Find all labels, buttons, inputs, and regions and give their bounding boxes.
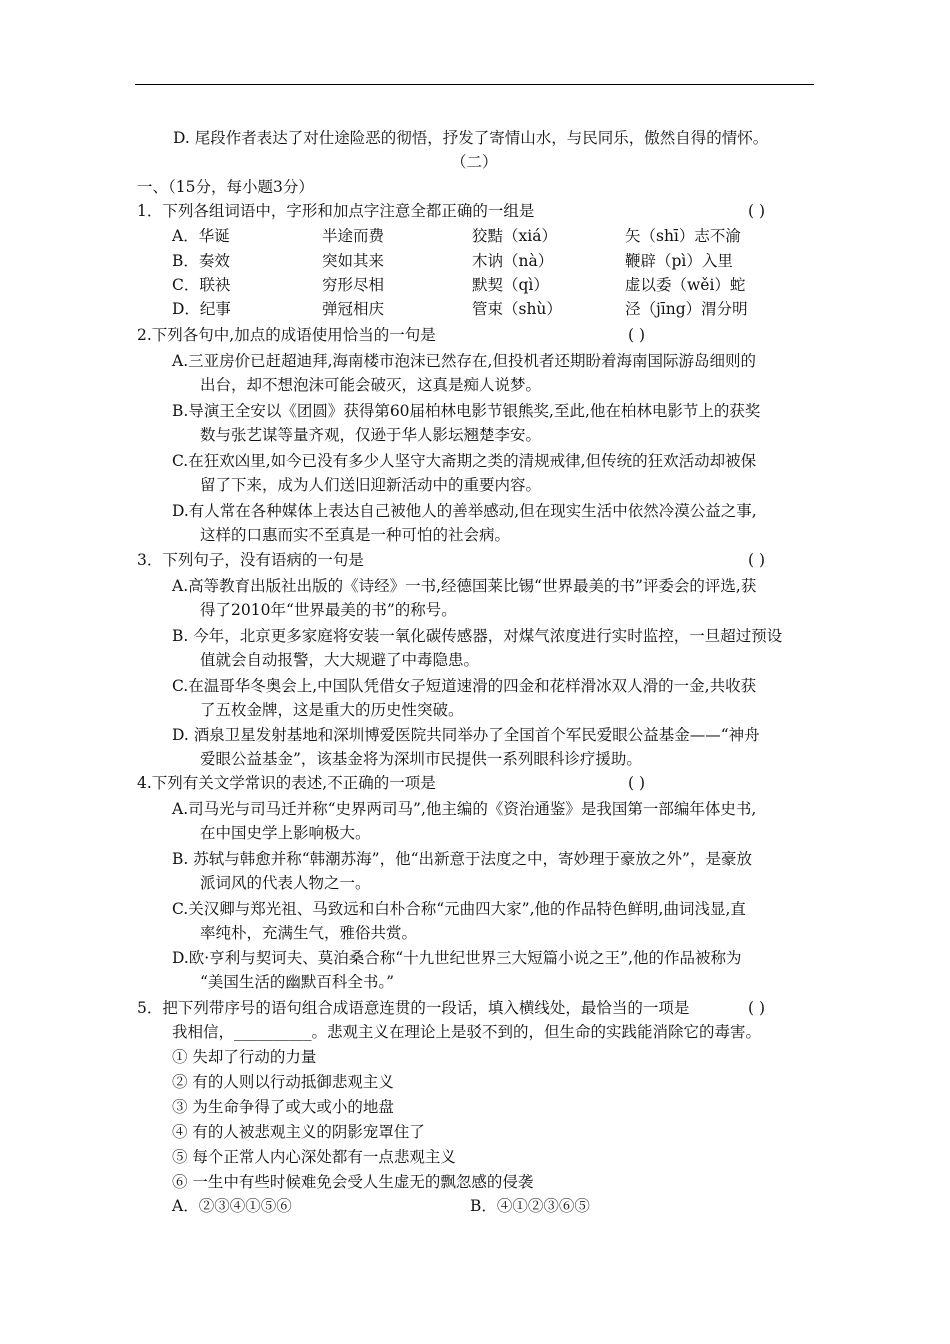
- q1-option-a-word4: 矢（shī）志不渝: [625, 227, 741, 245]
- q1-option-d-word4: 泾（jīng）渭分明: [625, 300, 748, 318]
- question-4-answer-bracket: ( ): [628, 774, 646, 792]
- q4-option-a-line2: 在中国史学上影响极大。: [200, 824, 371, 842]
- q1-option-b-word2: 突如其来: [322, 252, 385, 270]
- q4-option-b-line1: B. 苏轼与韩愈并称“韩潮苏海”，他“出新意于法度之中，寄妙理于豪放之外”，是豪放: [172, 850, 752, 868]
- q1-option-a-word1: A．华诞: [172, 227, 230, 245]
- q1-option-c-word2: 穷形尽相: [322, 276, 385, 294]
- q3-option-d-line2: 爱眼公益基金”，该基金将为深圳市民提供一系列眼科诊疗援助。: [200, 750, 642, 768]
- q2-option-a-line1: A.三亚房价已赶超迪拜,海南楼市泡沫已然存在,但投机者还期盼着海南国际游岛细则的: [172, 352, 756, 370]
- question-3-answer-bracket: ( ): [748, 551, 766, 569]
- q5-answer-a: A．②③④①⑤⑥: [172, 1197, 292, 1215]
- top-option-d: D. 尾段作者表达了对仕途险恶的彻悟，抒发了寄情山水，与民同乐，傲然自得的情怀。: [173, 129, 769, 147]
- q2-option-c-line2: 留了下来，成为人们送旧迎新活动中的重要内容。: [200, 476, 542, 494]
- q4-option-c-line1: C.关汉卿与郑光祖、马致远和白朴合称“元曲四大家”,他的作品特色鲜明,曲词浅显,直: [172, 900, 746, 918]
- question-5-stem: 5．把下列带序号的语句组合成语意连贯的一段话，填入横线处，最恰当的一项是: [137, 999, 690, 1017]
- q5-item-4: ④ 有的人被悲观主义的阴影宠罩住了: [172, 1123, 425, 1141]
- q5-item-3: ③ 为生命争得了或大或小的地盘: [172, 1098, 394, 1116]
- question-5-answer-bracket: ( ): [748, 999, 766, 1017]
- q5-item-6: ⑥ 一生中有些时候难免会受人生虚无的飘忽感的侵袭: [172, 1173, 534, 1191]
- question-1-answer-bracket: ( ): [748, 202, 766, 220]
- q4-option-a-line1: A.司马光与司马迁并称“史界两司马”,他主编的《资治通鉴》是我国第一部编年体史书,: [172, 800, 757, 818]
- part-heading: 一、（15分，每小题3分）: [137, 178, 314, 196]
- q1-option-a-word2: 半途而费: [322, 227, 385, 245]
- q1-option-d-word1: D．纪事: [172, 300, 231, 318]
- question-2-stem: 2.下列各句中,加点的成语使用恰当的一句是: [137, 326, 436, 344]
- q1-option-a-word3: 狡黠（xiá）: [472, 227, 557, 245]
- q5-item-1: ① 失却了行动的力量: [172, 1048, 317, 1066]
- q3-option-b-line2: 值就会自动报警，大大规避了中毒隐患。: [200, 651, 480, 669]
- q2-option-d-line2: 这样的口惠而实不至真是一种可怕的社会病。: [200, 526, 511, 544]
- q2-option-d-line1: D.有人常在各种媒体上表达自己被他人的善举感动,但在现实生活中依然冷漠公益之事,: [172, 502, 757, 520]
- q4-option-b-line2: 派词风的代表人物之一。: [200, 874, 371, 892]
- q1-option-c-word4: 虚以委（wěi）蛇: [625, 276, 746, 294]
- q5-item-2: ② 有的人则以行动抵御悲观主义: [172, 1073, 394, 1091]
- q3-option-c-line2: 了五枚金牌，这是重大的历史性突破。: [200, 701, 464, 719]
- question-4-stem: 4.下列有关文学常识的表述,不正确的一项是: [137, 774, 436, 792]
- q2-option-b-line2: 数与张艺谋等量齐观，仅逊于华人影坛翘楚李安。: [200, 426, 542, 444]
- q5-answer-b: B．④①②③⑥⑤: [470, 1197, 590, 1215]
- q4-option-d-line1: D.欧·亨利与契诃夫、莫泊桑合称“十九世纪世界三大短篇小说之王”,他的作品被称为: [172, 949, 742, 967]
- q1-option-b-word3: 木讷（nà）: [472, 252, 554, 270]
- q3-option-a-line1: A.高等教育出版社出版的《诗经》一书,经德国莱比锡“世界最美的书”评委会的评选,获: [172, 577, 757, 595]
- q2-option-c-line1: C.在狂欢凶里,如今已没有多少人坚守大斋期之类的清规戒律,但传统的狂欢活动却被保: [172, 452, 757, 470]
- q3-option-d-line1: D. 酒泉卫星发射基地和深圳博爱医院共同举办了全国首个军民爱眼公益基金——“神舟: [172, 726, 760, 744]
- header-rule: [135, 84, 814, 85]
- q4-option-d-line2: “美国生活的幽默百科全书。”: [200, 973, 395, 991]
- q3-option-b-line1: B. 今年，北京更多家庭将安装一氧化碳传感器，对煤气浓度进行实时监控，一旦超过预设: [172, 627, 783, 645]
- question-1-stem: 1．下列各组词语中，字形和加点字注意全都正确的一组是: [137, 202, 535, 220]
- q2-option-b-line1: B.导演王全安以《团圆》获得第60届柏林电影节银熊奖,至此,他在柏林电影节上的获奖: [172, 402, 761, 420]
- q5-intro-sentence: 我相信，__________。悲观主义在理论上是驳不到的，但生命的实践能消除它的毒害。: [172, 1023, 762, 1041]
- q1-option-d-word2: 弹冠相庆: [322, 300, 385, 318]
- section-title: （二）: [451, 153, 498, 171]
- q1-option-d-word3: 管束（shù）: [472, 300, 562, 318]
- q3-option-a-line2: 得了2010年“世界最美的书”的称号。: [200, 601, 457, 619]
- q1-option-b-word4: 鞭辟（pì）入里: [625, 252, 733, 270]
- q4-option-c-line2: 率纯朴，充满生气，雅俗共赏。: [200, 924, 418, 942]
- q1-option-c-word3: 默契（qì）: [472, 276, 549, 294]
- q2-option-a-line2: 出台，却不想泡沫可能会破灭，这真是痴人说梦。: [200, 376, 542, 394]
- question-3-stem: 3．下列句子，没有语病的一句是: [137, 551, 364, 569]
- q1-option-b-word1: B．奏效: [172, 252, 230, 270]
- q5-item-5: ⑤ 每个正常人内心深处都有一点悲观主义: [172, 1148, 456, 1166]
- question-2-answer-bracket: ( ): [628, 326, 646, 344]
- q3-option-c-line1: C.在温哥华冬奥会上,中国队凭借女子短道速滑的四金和花样滑冰双人滑的一金,共收获: [172, 677, 757, 695]
- q1-option-c-word1: C．联袂: [172, 276, 231, 294]
